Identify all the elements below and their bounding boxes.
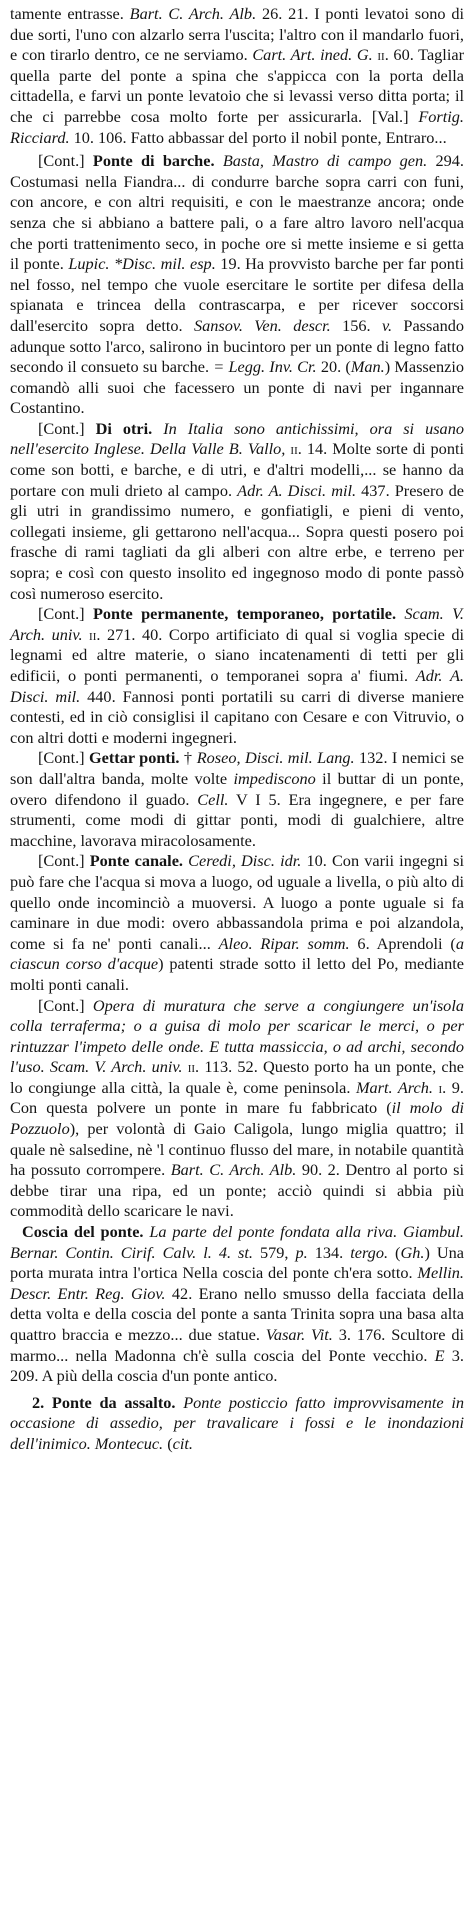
entry-opera-di-muratura: [Cont.] Opera di muratura che serve a congiungere un'isola colla terraferma; o a guisa di molo per scaricar le merci, o per rintuzzar l'impeto delle onde. E tutta massiccia, o ad archi, secondo l'uso. Scam. V. Arch. univ. ii. 113. 52. Questo porto ha un ponte, che lo congiunge alla città, la quale è, come peninsola. Mart. Arch. i. 9. Con questa polvere un ponte in mare fu fabbricato (il molo di Pozzuolo), per volontà di Gaio Caligola, lungo miglia quattro; il quale nè salsedine, nè 'l continuo flusso del mare, in notabile quantità ha possuto corrompere. Bart. C. Arch. Alb. 90. 2. Dentro al porto si debbe tirar una ripa, ed un ponte; acciò quindi si abbia più commodità dello scaricare le navi. bbox=[10, 995, 465, 1221]
entry-ponte-levatoio-continuation: tamente entrasse. Bart. C. Arch. Alb. 26. 21. I ponti levatoi sono di due sorti, l'uno con alzarlo serra l'uscita; l'altro con il mandarlo fuori, e con tirarlo dentro, ce ne serviamo. Cart. Art. ined. G. ii. 60. Tagliar quella parte del ponte a spina che s'appicca con la porta della cittadella, e farvi un ponte levatoio che si levassi verso ditta porta; il che ci parrebbe cosa molto forte per assicurarla. [Val.] Fortig. Ricciard. 10. 106. Fatto abbassar del porto il nobil ponte, Entraro... bbox=[10, 4, 465, 147]
entry-ponte-di-barche: [Cont.] Ponte di barche. Basta, Mastro di campo gen. 294. Costumasi nella Fiandra... di condurre barche sopra carri con funi, con ancore, e con altri requisiti, e con le maestranze ancora; onde senza che si abbiano a battere pali, o a fare altro lavoro nell'acqua che porti trattenimento seco, in poche ore si mette insieme e si getta il ponte. Lupic. *Disc. mil. esp. 19. Ha provvisto barche per far ponti nel fosso, nel tempo che vuole esercitare le sortite per difesa della spianata e trincea della contrascarpa, e per ricever soccorsi dall'esercito sopra detto. Sansov. Ven. descr. 156. v. Passando adunque sotto l'arco, salirono in bucintoro per un ponte di legno fatto secondo il consueto su barche. = Legg. Inv. Cr. 20. (Man.) Massenzio comandò alli suoi che facessero un ponte di navi per ingannare Costantino. bbox=[10, 151, 465, 418]
entry-ponte-di-otri: [Cont.] Di otri. In Italia sono antichissimi, ora si usano nell'esercito Inglese. Della Valle B. Vallo, ii. 14. Molte sorte di ponti come son botti, e barche, e di utri, e d'altri modelli,... se hanno da portare con muli drieto al campo. Adr. A. Disci. mil. 437. Presero de gli utri in grandissimo numero, e gonfiatigli, e pieni di vento, collegati insieme, gli gettarono nell'acqua... Sopra questi posero poi frasche di rami tagliati da gli alberi con altre erbe, e terreno per sopra; e così con questo insolito ed ingegnoso modo di ponte passò così numeroso esercito. bbox=[10, 418, 465, 603]
entry-ponte-da-assalto: 2. Ponte da assalto. Ponte posticcio fatto improvvisamente in occasione di assedio, per travalicare i fossi e le inondazioni dell'inimico. Montecuc. (cit. bbox=[10, 1392, 464, 1453]
entry-ponte-canale: [Cont.] Ponte canale. Ceredi, Disc. idr. 10. Con varii ingegni si può fare che l'acqua si mova a luogo, od uguale a livella, o più alto di quello onde incominciò a muoversi. A luogo a ponte uguale si fa caminare in due modi: overo abbassandola prima e poi alzandola, come si fa ne' ponti canali... Aleo. Ripar. somm. 6. Aprendoli (a ciascun corso d'acque) patenti strade sotto il letto del Po, mediante molti ponti canali. bbox=[10, 851, 465, 994]
entry-coscia-del-ponte: Coscia del ponte. La parte del ponte fondata alla riva. Giambul. Bernar. Contin. Cirif. Calv. l. 4. st. 579, p. 134. tergo. (Gh.) Una porta murata intra l'ortica Nella coscia del ponte ch'era sotto. Mellin. Descr. Entr. Reg. Giov. 42. Erano nello smusso della facciata della detta volta e della coscia del ponte a santa Trinita sopra una basa alta quattro braccia e mezzo... due statue. Vasar. Vit. 3. 176. Scultore di marmo... nella Madonna ch'è sulla coscia del Ponte vecchio. E 3. 209. A più della coscia d'un ponte antico. bbox=[10, 1222, 465, 1386]
entry-ponte-permanente: [Cont.] Ponte permanente, temporaneo, portatile. Scam. V. Arch. univ. ii. 271. 40. Corpo artificiato di qual si voglia specie di legnami ed altre materie, o siano incatenamenti di tetti per gli edificii, o ponti permanenti, o temporanei sopra a' fiumi. Adr. A. Disci. mil. 440. Fannosi ponti portatili su carri di diverse maniere contesti, ed in ciò consiglisi il capitano con Cesare e con Vitruvio, o con altri dotti e moderni ingegneri. bbox=[10, 604, 465, 747]
entry-gettar-ponti: [Cont.] Gettar ponti. † Roseo, Disci. mil. Lang. 132. I nemici se son dall'altra banda, molte volte impediscono il buttar di un ponte, overo difendono il guado. Cell. V I 5. Era ingegnere, e per fare strumenti, come modi di gittar ponti, modi di gualchiere, altre macchine, lavorava miracolosamente. bbox=[10, 748, 465, 850]
